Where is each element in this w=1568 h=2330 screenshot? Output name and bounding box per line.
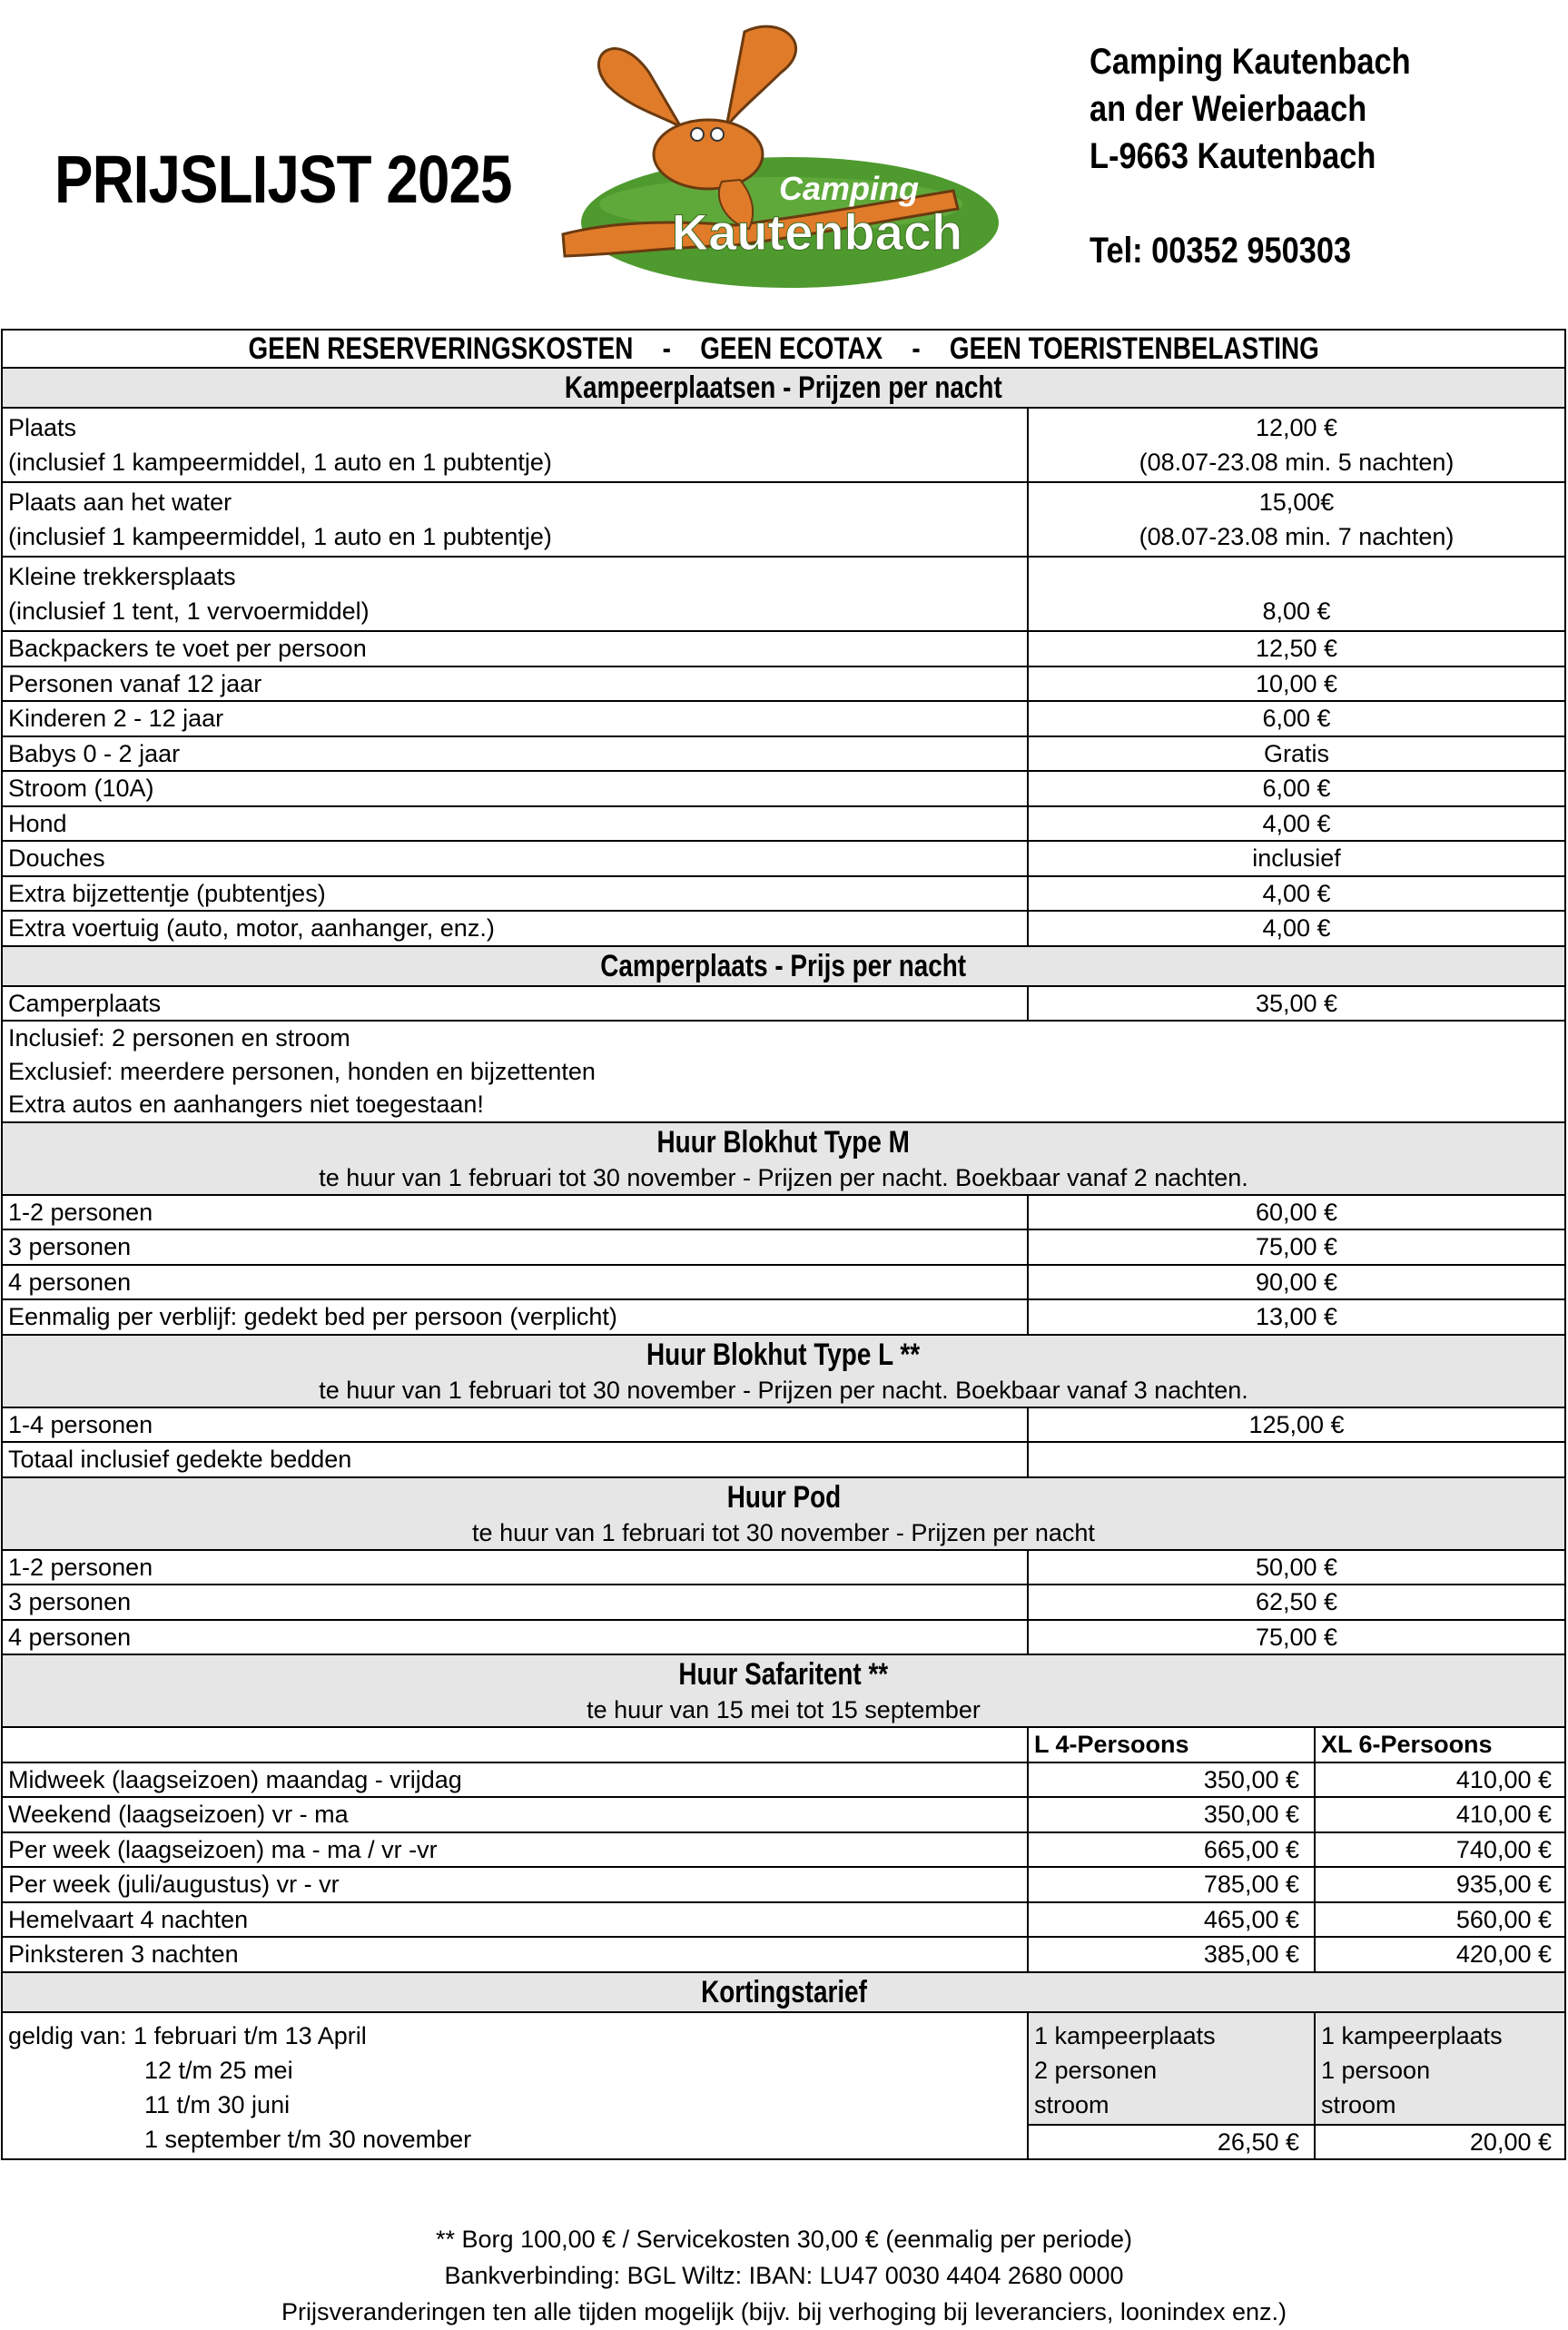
rabbit-head-icon: [654, 120, 763, 189]
note-row: Exclusief: meerdere personen, honden en bijzettenten: [2, 1055, 1565, 1089]
table-row: Hemelvaart 4 nachten 465,00 € 560,00 €: [2, 1902, 1565, 1938]
table-row: 3 personen 62,50 €: [2, 1585, 1565, 1620]
footer-bank: Bankverbinding: BGL Wiltz: IBAN: LU47 0030 4404 2680 0000: [444, 2262, 1124, 2289]
table-row: 1-4 personen 125,00 €: [2, 1407, 1565, 1443]
logo-text-kautenbach: Kautenbach: [671, 203, 963, 261]
footer-disclaimer: Prijsveranderingen ten alle tijden mogelijk (bijv. bij verhoging bij leveranciers, loonindex enz.): [281, 2298, 1287, 2325]
section-subheading: te huur van 15 mei tot 15 september: [2, 1693, 1565, 1727]
table-row: Plaats aan het water (inclusief 1 kampeermiddel, 1 auto en 1 pubtentje) 15,00€ (08.07-23.08 min. 7 nachten): [2, 482, 1565, 557]
discount-row: geldig van: 1 februari t/m 13 April 12 t/m 25 mei 11 t/m 30 juni 1 september t/m 30 november 1 kampeerplaats 2 personen stroom 1 kampeerplaats 1 persoon stroom: [2, 2012, 1565, 2125]
section-subheading: te huur van 1 februari tot 30 november - Prijzen per nacht. Boekbaar vanaf 3 nachten.: [2, 1374, 1565, 1407]
banner-item-3: GEEN TOERISTENBELASTING: [949, 331, 1319, 366]
section-heading: Huur Blokhut Type L **: [2, 1335, 1565, 1374]
table-row: Kinderen 2 - 12 jaar 6,00 €: [2, 701, 1565, 736]
section-heading: Huur Pod: [2, 1477, 1565, 1516]
address-block: [1090, 38, 1411, 180]
phone-number: Tel: 00352 950303: [1090, 231, 1352, 271]
col-header-xl: XL 6-Persoons: [1315, 1727, 1565, 1762]
banner-item-1: GEEN RESERVERINGSKOSTEN: [248, 331, 634, 366]
table-row: Pinksteren 3 nachten 385,00 € 420,00 €: [2, 1937, 1565, 1972]
discount-price-row: 26,50 € 20,00 €: [2, 2125, 1565, 2160]
table-row: 4 personen 75,00 €: [2, 1620, 1565, 1655]
camping-logo: [554, 18, 999, 291]
banner-row: GEEN RESERVERINGSKOSTEN - GEEN ECOTAX - GEEN TOERISTENBELASTING: [2, 330, 1565, 368]
section-subheading: te huur van 1 februari tot 30 november - Prijzen per nacht. Boekbaar vanaf 2 nachten.: [2, 1161, 1565, 1195]
table-row: 1-2 personen 50,00 €: [2, 1550, 1565, 1585]
footer-deposit: ** Borg 100,00 € / Servicekosten 30,00 € (eenmalig per periode): [436, 2226, 1132, 2253]
banner-item-2: GEEN ECOTAX: [700, 331, 883, 366]
table-row: Camperplaats 35,00 €: [2, 986, 1565, 1022]
rabbit-ear-left-icon: [598, 49, 681, 127]
section-subheading: te huur van 1 februari tot 30 november - Prijzen per nacht: [2, 1516, 1565, 1550]
table-row: Personen vanaf 12 jaar 10,00 €: [2, 666, 1565, 702]
column-header-row: [2, 1727, 1565, 1762]
table-row: 1-2 personen 60,00 €: [2, 1195, 1565, 1230]
section-heading: Huur Safaritent **: [2, 1654, 1565, 1693]
table-row: Kleine trekkersplaats (inclusief 1 tent, 1 vervoermiddel) 8,00 €: [2, 557, 1565, 631]
table-row: Extra bijzettentje (pubtentjes) 4,00 €: [2, 876, 1565, 912]
logo-text-camping: Camping: [778, 170, 920, 207]
page-title: PRIJSLIJST 2025: [54, 142, 512, 217]
table-row: Extra voertuig (auto, motor, aanhanger, enz.) 4,00 €: [2, 911, 1565, 946]
note-row: Extra autos en aanhangers niet toegestaan!: [2, 1088, 1565, 1122]
table-row: Stroom (10A) 6,00 €: [2, 771, 1565, 806]
page-header: [0, 0, 1568, 329]
note-row: Inclusief: 2 personen en stroom: [2, 1021, 1565, 1055]
address-line-1: Camping Kautenbach: [1090, 42, 1411, 82]
table-row: Per week (juli/augustus) vr - vr 785,00 € 935,00 €: [2, 1867, 1565, 1902]
section-heading: Camperplaats - Prijs per nacht: [2, 946, 1565, 986]
table-row: Totaal inclusief gedekte bedden: [2, 1442, 1565, 1477]
address-line-2: an der Weierbaach: [1090, 89, 1367, 129]
price-table: [1, 329, 1566, 2160]
section-heading: Kampeerplaatsen - Prijzen per nacht: [2, 368, 1565, 408]
table-row: Midweek (laagseizoen) maandag - vrijdag 350,00 € 410,00 €: [2, 1762, 1565, 1798]
table-row: 4 personen 90,00 €: [2, 1265, 1565, 1300]
page-footer: [0, 2221, 1568, 2330]
table-row: Weekend (laagseizoen) vr - ma 350,00 € 410,00 €: [2, 1797, 1565, 1832]
table-row: Plaats (inclusief 1 kampeermiddel, 1 auto en 1 pubtentje) 12,00 € (08.07-23.08 min. 5 nachten): [2, 408, 1565, 482]
table-row: Backpackers te voet per persoon 12,50 €: [2, 631, 1565, 666]
rabbit-ear-right-icon: [726, 26, 796, 127]
section-heading: Kortingstarief: [2, 1972, 1565, 2012]
table-row: Per week (laagseizoen) ma - ma / vr -vr 665,00 € 740,00 €: [2, 1832, 1565, 1868]
section-heading: Huur Blokhut Type M: [2, 1122, 1565, 1161]
col-header-l: L 4-Persoons: [1028, 1727, 1315, 1762]
table-row: 3 personen 75,00 €: [2, 1229, 1565, 1265]
table-row: Hond 4,00 €: [2, 806, 1565, 842]
table-row: Babys 0 - 2 jaar Gratis: [2, 736, 1565, 772]
table-row: Eenmalig per verblijf: gedekt bed per persoon (verplicht) 13,00 €: [2, 1299, 1565, 1335]
address-line-3: L-9663 Kautenbach: [1090, 136, 1376, 176]
table-row: Douches inclusief: [2, 841, 1565, 876]
